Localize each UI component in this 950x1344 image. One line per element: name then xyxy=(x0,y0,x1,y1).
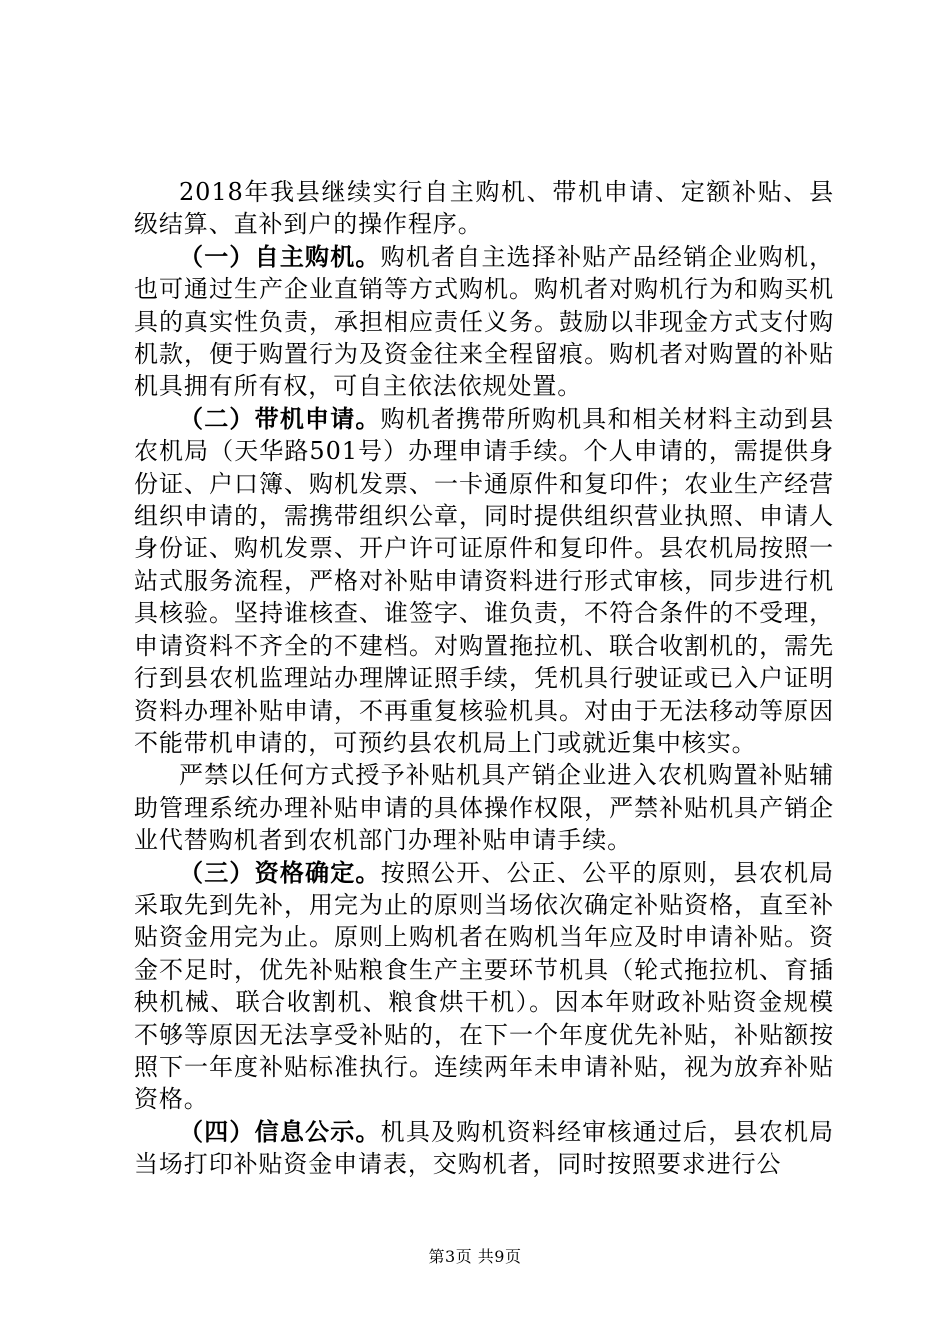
paragraph-text: 机具及购机资料经审核通过后，县农机局当场打印补贴资金申请表，交购机者，同时按照要求进行公 xyxy=(134,1117,835,1179)
paragraph-text: 按照公开、公正、公平的原则，县农机局采取先到先补，用完为止的原则当场依次确定补贴资格，直至补贴资金用完为止。原则上购机者在购机当年应及时申请补贴。资金不足时，优先补贴粮食生产主要环节机具（轮式拖拉机、育插秧机械、联合收割机、粮食烘干机）。因本年财政补贴资金规模不够等原因无法享受补贴的，在下一个年度优先补贴，补贴额按照下一年度补贴标准执行。连续两年未申请补贴，视为放弃补贴资格。 xyxy=(134,858,835,1114)
paragraph-publicity xyxy=(134,1116,834,1181)
paragraph-heading: （四）信息公示。 xyxy=(179,1117,381,1146)
document-body xyxy=(134,176,834,1181)
paragraph-text: 购机者携带所购机具和相关材料主动到县农机局（天华路501号）办理申请手续。个人申请的，需提供身份证、户口簿、购机发票、一卡通原件和复印件；农业生产经营组织申请的，需携带组织公章，同时提供组织营业执照、申请人身份证、购机发票、开户许可证原件和复印件。县农机局按照一站式服务流程，严格对补贴申请资料进行形式审核，同步进行机具核验。坚持谁核查、谁签字、谁负责，不符合条件的不受理，申请资料不齐全的不建档。对购置拖拉机、联合收割机的，需先行到县农机监理站办理牌证照手续，凭机具行驶证或已入户证明资料办理补贴申请，不再重复核验机具。对由于无法移动等原因不能带机申请的，可预约县农机局上门或就近集中核实。 xyxy=(134,404,835,757)
page-number-footer: 第3页 共9页 xyxy=(428,1247,522,1266)
paragraph-text: 购机者自主选择补贴产品经销企业购机，也可通过生产企业直销等方式购机。购机者对购机行为和购买机具的真实性负责，承担相应责任义务。鼓励以非现金方式支付购机款，便于购置行为及资金往来全程留痕。购机者对购置的补贴机具拥有所有权，可自主依法依规处置。 xyxy=(134,242,835,401)
paragraph-application xyxy=(134,403,834,759)
paragraph-text: 严禁以任何方式授予补贴机具产销企业进入农机购置补贴辅助管理系统办理补贴申请的具体操作权限，严禁补贴机具产销企业代替购机者到农机部门办理补贴申请手续。 xyxy=(134,761,834,855)
paragraph-self-purchase xyxy=(134,241,834,403)
paragraph-heading: （二）带机申请。 xyxy=(179,404,381,433)
paragraph-heading: （三）资格确定。 xyxy=(179,858,381,887)
paragraph-qualification xyxy=(134,857,834,1116)
paragraph-text: 2018年我县继续实行自主购机、带机申请、定额补贴、县级结算、直补到户的操作程序。 xyxy=(134,178,834,239)
paragraph-prohibition xyxy=(134,759,834,856)
paragraph-intro xyxy=(134,176,834,241)
paragraph-heading: （一）自主购机。 xyxy=(179,242,381,271)
